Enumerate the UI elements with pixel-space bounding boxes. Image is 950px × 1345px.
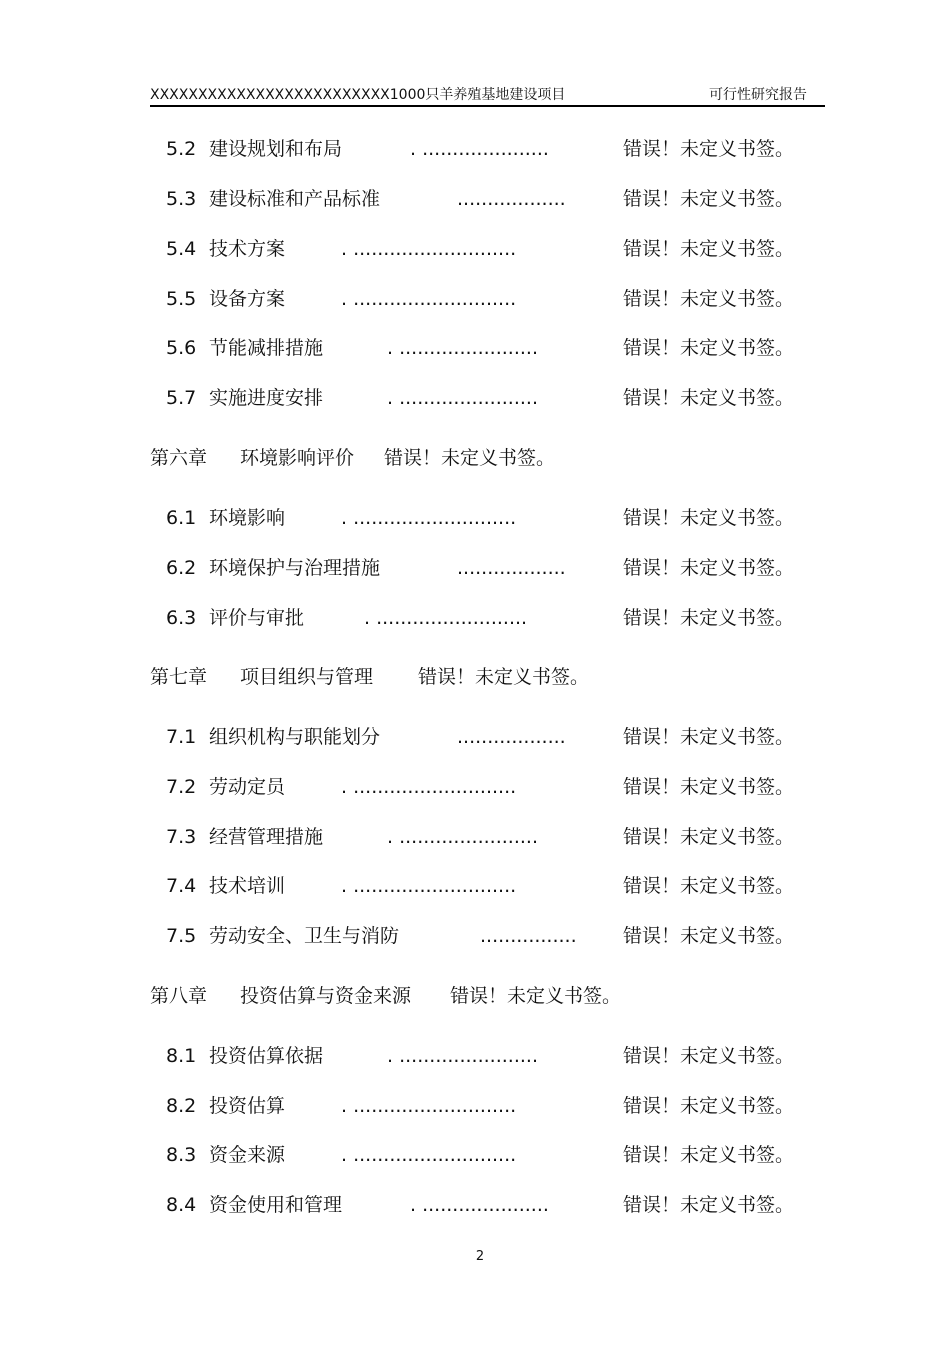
section-number: 6.3 <box>166 607 197 629</box>
chapter-page-ref: 错误！未定义书签。 <box>384 447 556 469</box>
dot-leader: .................. <box>457 188 566 210</box>
header-project-title: XXXXXXXXXXXXXXXXXXXXXXXXX1000只羊养殖基地建设项目 <box>150 87 566 103</box>
header-divider <box>150 105 825 107</box>
dot-leader: . ..................... <box>410 1194 549 1216</box>
section-page-ref: 错误！未定义书签。 <box>623 557 795 579</box>
section-title: 劳动定员 <box>209 776 286 798</box>
section-title: 实施进度安排 <box>209 387 324 409</box>
toc-section-row[interactable] <box>166 772 816 802</box>
section-title: 技术培训 <box>209 875 286 897</box>
section-title: 资金来源 <box>209 1144 286 1166</box>
chapter-title: 环境影响评价 <box>240 447 355 469</box>
toc-section-row[interactable] <box>166 822 816 852</box>
section-title: 经营管理措施 <box>209 826 324 848</box>
section-title: 评价与审批 <box>209 607 305 629</box>
chapter-number: 第七章 <box>150 666 208 688</box>
dot-leader: . ....................... <box>387 337 538 359</box>
dot-leader: . ....................... <box>387 387 538 409</box>
toc-section-row[interactable] <box>166 1140 816 1170</box>
toc-section-row[interactable] <box>166 284 816 314</box>
section-title: 投资估算依据 <box>209 1045 324 1067</box>
section-number: 5.5 <box>166 288 197 310</box>
toc-section-row[interactable] <box>166 871 816 901</box>
dot-leader: . ..................... <box>410 138 549 160</box>
section-title: 组织机构与职能划分 <box>209 726 381 748</box>
dot-leader: ................ <box>480 925 577 947</box>
dot-leader: . ........................... <box>341 238 517 260</box>
section-page-ref: 错误！未定义书签。 <box>623 507 795 529</box>
section-title: 资金使用和管理 <box>209 1194 343 1216</box>
section-number: 8.2 <box>166 1095 197 1117</box>
section-title: 建设规划和布局 <box>209 138 343 160</box>
section-page-ref: 错误！未定义书签。 <box>623 387 795 409</box>
section-number: 7.1 <box>166 726 197 748</box>
section-number: 5.7 <box>166 387 197 409</box>
section-number: 6.2 <box>166 557 197 579</box>
toc-section-row[interactable] <box>166 234 816 264</box>
section-page-ref: 错误！未定义书签。 <box>623 1095 795 1117</box>
toc-section-row[interactable] <box>166 1041 816 1071</box>
section-title: 节能减排措施 <box>209 337 324 359</box>
section-page-ref: 错误！未定义书签。 <box>623 1194 795 1216</box>
section-title: 环境影响 <box>209 507 286 529</box>
dot-leader: .................. <box>457 557 566 579</box>
dot-leader: . ........................... <box>341 507 517 529</box>
section-number: 5.2 <box>166 138 197 160</box>
section-page-ref: 错误！未定义书签。 <box>623 1144 795 1166</box>
toc-section-row[interactable] <box>166 722 816 752</box>
section-page-ref: 错误！未定义书签。 <box>623 138 795 160</box>
section-title: 投资估算 <box>209 1095 286 1117</box>
section-page-ref: 错误！未定义书签。 <box>623 188 795 210</box>
dot-leader: . ........................... <box>341 875 517 897</box>
dot-leader: . ........................... <box>341 1144 517 1166</box>
header-report-type: 可行性研究报告 <box>709 87 807 103</box>
dot-leader: . ........................... <box>341 776 517 798</box>
section-title: 技术方案 <box>209 238 286 260</box>
chapter-title: 投资估算与资金来源 <box>240 985 412 1007</box>
section-page-ref: 错误！未定义书签。 <box>623 776 795 798</box>
section-page-ref: 错误！未定义书签。 <box>623 288 795 310</box>
toc-section-row[interactable] <box>166 503 816 533</box>
dot-leader: . ........................... <box>341 1095 517 1117</box>
section-number: 6.1 <box>166 507 197 529</box>
section-number: 7.4 <box>166 875 197 897</box>
section-page-ref: 错误！未定义书签。 <box>623 238 795 260</box>
chapter-number: 第八章 <box>150 985 208 1007</box>
toc-section-row[interactable] <box>166 921 816 951</box>
toc-section-row[interactable] <box>166 333 816 363</box>
section-number: 5.3 <box>166 188 197 210</box>
section-number: 5.4 <box>166 238 197 260</box>
section-page-ref: 错误！未定义书签。 <box>623 1045 795 1067</box>
chapter-number: 第六章 <box>150 447 208 469</box>
section-page-ref: 错误！未定义书签。 <box>623 826 795 848</box>
section-page-ref: 错误！未定义书签。 <box>623 875 795 897</box>
toc-section-row[interactable] <box>166 553 816 583</box>
section-number: 8.1 <box>166 1045 197 1067</box>
toc-section-row[interactable] <box>166 184 816 214</box>
section-number: 7.5 <box>166 925 197 947</box>
section-title: 建设标准和产品标准 <box>209 188 381 210</box>
toc-section-row[interactable] <box>166 603 816 633</box>
section-title: 环境保护与治理措施 <box>209 557 381 579</box>
section-number: 7.3 <box>166 826 197 848</box>
dot-leader: . ....................... <box>387 826 538 848</box>
toc-section-row[interactable] <box>166 383 816 413</box>
chapter-page-ref: 错误！未定义书签。 <box>450 985 622 1007</box>
section-page-ref: 错误！未定义书签。 <box>623 337 795 359</box>
section-page-ref: 错误！未定义书签。 <box>623 925 795 947</box>
toc-section-row[interactable] <box>166 1190 816 1220</box>
section-number: 5.6 <box>166 337 197 359</box>
section-title: 设备方案 <box>209 288 286 310</box>
dot-leader: . ......................... <box>364 607 528 629</box>
toc-section-row[interactable] <box>166 134 816 164</box>
toc-section-row[interactable] <box>166 1091 816 1121</box>
section-title: 劳动安全、卫生与消防 <box>209 925 400 947</box>
dot-leader: .................. <box>457 726 566 748</box>
section-number: 8.3 <box>166 1144 197 1166</box>
chapter-title: 项目组织与管理 <box>240 666 374 688</box>
section-page-ref: 错误！未定义书签。 <box>623 726 795 748</box>
section-number: 8.4 <box>166 1194 197 1216</box>
page-number: 2 <box>475 1249 485 1264</box>
dot-leader: . ....................... <box>387 1045 538 1067</box>
chapter-page-ref: 错误！未定义书签。 <box>418 666 590 688</box>
dot-leader: . ........................... <box>341 288 517 310</box>
section-number: 7.2 <box>166 776 197 798</box>
page-header <box>150 80 825 107</box>
section-page-ref: 错误！未定义书签。 <box>623 607 795 629</box>
